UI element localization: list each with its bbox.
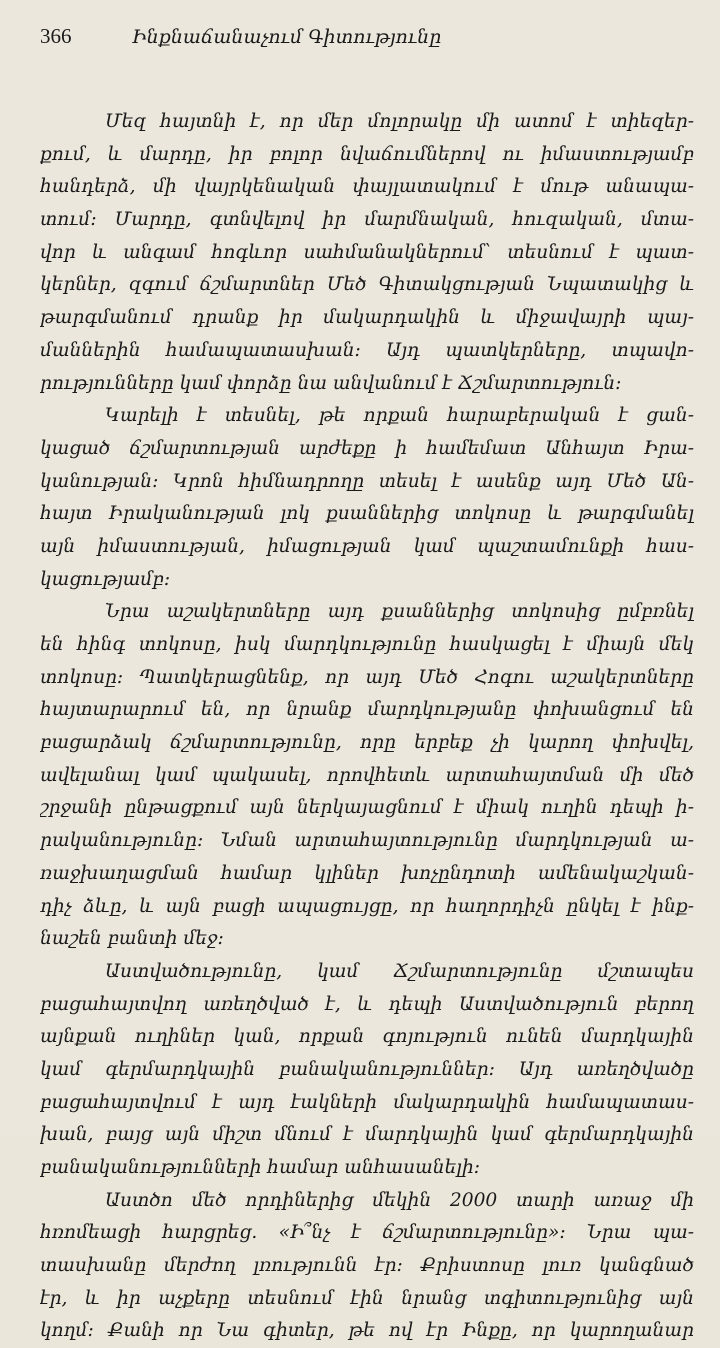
text-line: րականությունը: Նման արտահայտությունը մարդկության ա- <box>40 830 694 852</box>
text-line: կացությամբ: <box>40 568 171 590</box>
text-line: շրջանի ընթացքում այն ներկայացնում է միակ ուղին դեպի ի- <box>40 797 694 819</box>
text-line: են հինգ տոկոսը, իսկ մարդկությունը հասկացել է միայն մեկ <box>40 634 694 655</box>
text-line: հանդերձ, մի վայրկենական փայլատակում է մութ անապա- <box>40 176 694 198</box>
text-line: էր, և իր աչքերը տեսնում էին նրանց տգիտությունից այն <box>40 1287 694 1309</box>
text-line: վոր և անգամ հոգևոր սահմանակներում՝ տեսնում է պատ- <box>40 241 694 263</box>
text-line: ավելանալ կամ պակասել, որովհետև արտահայտման մի մեծ <box>40 764 694 786</box>
text-line: այն իմաստության, իմացության կամ պաշտամունքի հաս- <box>40 535 694 557</box>
text-line: հռոմեացի հարցրեց. «Ի՞նչ է ճշմարտությունը»: Նրա պա- <box>40 1222 694 1244</box>
text-line: բանականությունների համար անհասանելի: <box>40 1157 481 1178</box>
text-line: Նրա աշակերտները այդ քսաններից տոկոսից ըմբռնել <box>105 601 694 623</box>
text-line: կողմ: Քանի որ Նա գիտեր, թե ով էր Ինքը, որ կարողանար <box>40 1320 694 1342</box>
page-number: 366 <box>40 24 72 48</box>
text-line: նաշեն բանտի մեջ: <box>40 928 224 950</box>
text-line: րությունները կամ փորձը նա անվանում է Ճշմարտություն: <box>40 372 622 394</box>
text-line: կամ գերմարդկային բանականություններ: Այդ առեղծվածը <box>40 1058 694 1080</box>
text-line: Աստծո մեծ որդիներից մեկին 2000 տարի առաջ մի <box>105 1189 694 1211</box>
text-line: տում: Մարդը, գտնվելով իր մարմնական, հուզական, մտա- <box>40 209 694 231</box>
running-header <box>40 24 694 64</box>
text-line: մաններին համապատասխան: Այդ պատկերները, տպավո- <box>40 339 694 361</box>
text-line: Մեզ հայտնի է, որ մեր մոլորակը մի ատոմ է տիեզեր- <box>105 111 694 132</box>
text-line: Աստվածությունը, կամ Ճշմարտությունը մշտապես <box>105 960 694 982</box>
text-line: կերներ, զգում ճշմարտներ Մեծ Գիտակցության Նպատակից և <box>40 274 694 296</box>
text-line: թարգմանում դրանք իր մակարդակին և միջավայրի պայ- <box>40 307 694 329</box>
text-line: տոկոսը: Պատկերացնենք, որ այդ Մեծ Հոգու աշակերտները <box>40 666 694 688</box>
text-line: Կարելի է տեսնել, թե որքան հարաբերական է ցան- <box>105 405 694 427</box>
text-line: այնքան ուղիներ կան, որքան գոյություն ունեն մարդկային <box>40 1026 694 1048</box>
text-line: քում, և մարդը, իր բոլոր նվաճումներով ու իմաստությամբ <box>40 143 694 165</box>
body-text <box>40 106 694 1348</box>
text-line: բացարձակ ճշմարտությունը, որը երբեք չի կարող փոխվել, <box>40 732 694 754</box>
text-line: բացահայտվում է այդ էակների մակարդակին համապատաս- <box>40 1091 694 1113</box>
text-line: կանության: Կրոն հիմնադրողը տեսել է ասենք այդ Մեծ Ան- <box>40 470 694 492</box>
text-line: բացահայտվող առեղծված է, և դեպի Աստվածություն բերող <box>40 993 694 1015</box>
text-line: հայտ Իրականության լոկ քսաններից տոկոսը և թարգմանել <box>40 503 694 525</box>
book-title: Ինքնաճանաչում Գիտությունը <box>132 26 442 48</box>
text-line: խան, բայց այն միշտ մնում է մարդկային կամ գերմարդկային <box>40 1124 694 1146</box>
text-line: ռաջխաղացման համար կլիներ խոչընդոտի ամենակաշկան- <box>40 862 694 884</box>
text-line: տասխանը մերժող լռությունն էր: Քրիստոսը լուռ կանգնած <box>40 1255 694 1277</box>
text-line: կացած ճշմարտության արժեքը ի համեմատ Անհայտ Իրա- <box>40 437 694 459</box>
text-line: հայտարարում են, որ նրանք մարդկությանը փոխանցում են <box>40 699 694 721</box>
text-line: դիչ ձևը, և այն բացի ապացույցը, որ հաղորդիչն ընկել է ինք- <box>40 895 694 917</box>
